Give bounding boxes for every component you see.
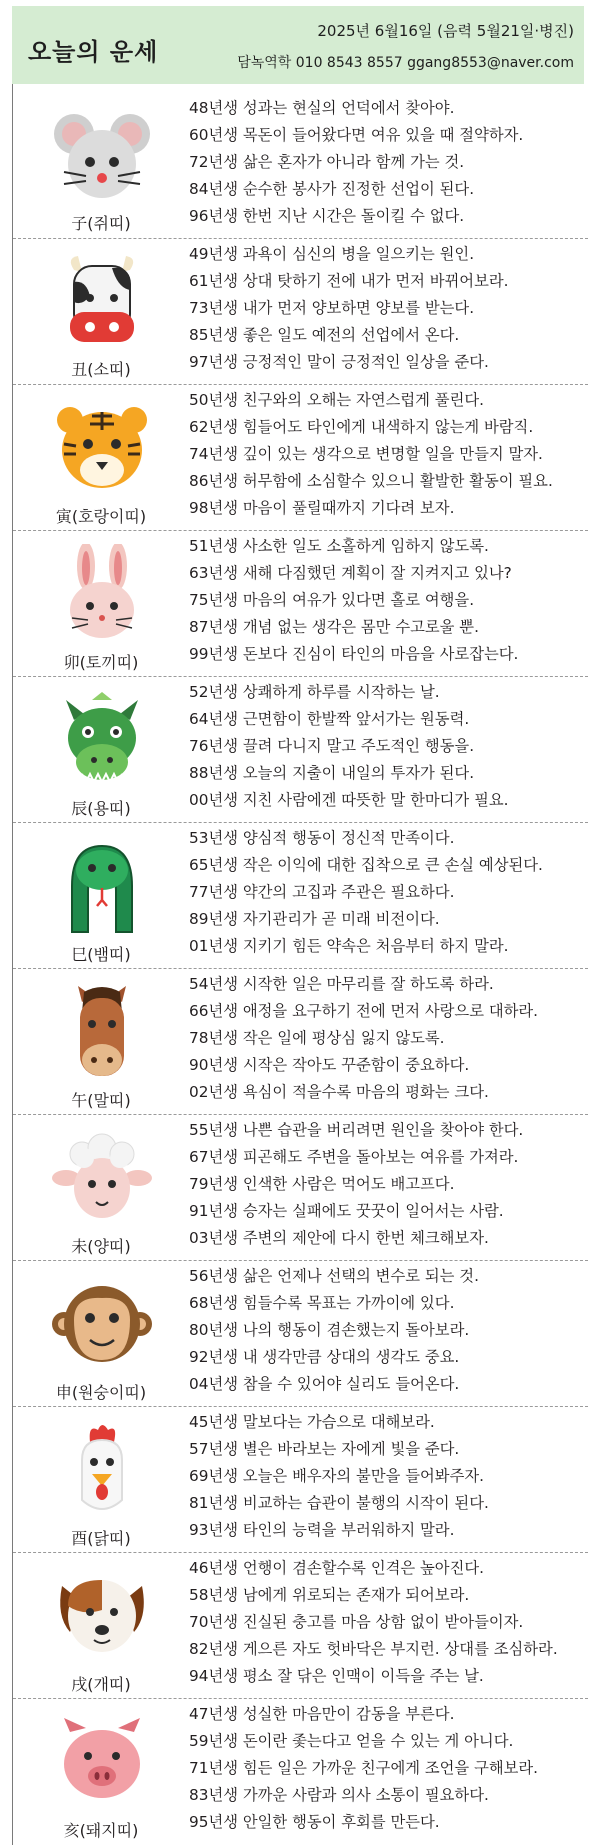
dragon-icon: [52, 690, 152, 790]
zodiac-label-ox: 丑(소띠): [71, 360, 131, 379]
fortune-line: 92년생 내 생각만큼 상대의 생각도 중요.: [189, 1348, 460, 1366]
fortune-line: 02년생 욕심이 적을수록 마음의 평화는 크다.: [189, 1083, 489, 1101]
fortune-lines-tiger: [189, 387, 553, 522]
section-divider: [13, 384, 588, 385]
fortune-line: 74년생 깊이 있는 생각으로 변명할 일을 만들지 말자.: [189, 445, 543, 463]
fortune-line: 81년생 비교하는 습관이 불행의 시작이 된다.: [189, 1494, 489, 1512]
fortune-line: 60년생 목돈이 들어왔다면 여유 있을 때 절약하자.: [189, 126, 524, 144]
fortune-line: 84년생 순수한 봉사가 진정한 선업이 된다.: [189, 180, 475, 198]
fortune-line: 54년생 시작한 일은 마무리를 잘 하도록 하라.: [189, 975, 494, 993]
fortune-lines-dog: [189, 1555, 558, 1690]
fortune-line: 76년생 끌려 다니지 말고 주도적인 행동을.: [189, 737, 475, 755]
horse-icon: [52, 982, 152, 1082]
fortune-line: 75년생 마음의 여유가 있다면 홀로 여행을.: [189, 591, 475, 609]
zodiac-label-rabbit: 卯(토끼띠): [63, 653, 139, 672]
fortune-line: 78년생 작은 일에 평상심 잃지 않도록.: [189, 1029, 445, 1047]
fortune-line: 52년생 상쾌하게 하루를 시작하는 날.: [189, 683, 440, 701]
fortune-line: 79년생 인색한 사람은 먹어도 배고프다.: [189, 1175, 455, 1193]
fortune-lines-rabbit: [189, 533, 518, 668]
fortune-line: 69년생 오늘은 배우자의 불만을 들어봐주자.: [189, 1467, 484, 1485]
fortune-line: 72년생 삶은 혼자가 아니라 함께 가는 것.: [189, 153, 465, 171]
fortune-line: 96년생 한번 지난 시간은 돌이킬 수 없다.: [189, 207, 465, 225]
fortune-line: 51년생 사소한 일도 소홀하게 임하지 않도록.: [189, 537, 489, 555]
fortune-line: 55년생 나쁜 습관을 버리려면 원인을 찾아야 한다.: [189, 1121, 524, 1139]
section-divider: [13, 968, 588, 969]
rooster-icon: [52, 1420, 152, 1520]
fortune-line: 90년생 시작은 작아도 꾸준함이 중요하다.: [189, 1056, 470, 1074]
fortune-line: 85년생 좋은 일도 예전의 선업에서 온다.: [189, 326, 460, 344]
ox-icon: [52, 252, 152, 352]
fortune-lines-dragon: [189, 679, 509, 814]
fortune-line: 57년생 별은 바라보는 자에게 빛을 준다.: [189, 1440, 460, 1458]
fortune-lines-rooster: [189, 1409, 489, 1544]
fortune-line: 70년생 진실된 충고를 마음 상함 없이 받아들이자.: [189, 1613, 524, 1631]
fortune-line: 62년생 힘들어도 타인에게 내색하지 않는게 바람직.: [189, 418, 534, 436]
fortune-lines-sheep: [189, 1117, 523, 1252]
fortune-line: 01년생 지키기 힘든 약속은 처음부터 하지 말라.: [189, 937, 509, 955]
fortune-line: 87년생 개념 없는 생각은 몸만 수고로울 뿐.: [189, 618, 479, 636]
fortune-lines-snake: [189, 825, 543, 960]
section-divider: [13, 822, 588, 823]
fortune-line: 50년생 친구와의 오해는 자연스럽게 풀린다.: [189, 391, 484, 409]
monkey-icon: [52, 1274, 152, 1374]
fortune-line: 80년생 나의 행동이 겸손했는지 돌아보라.: [189, 1321, 470, 1339]
fortune-line: 00년생 지친 사람에겐 따뜻한 말 한마디가 필요.: [189, 791, 509, 809]
fortune-line: 47년생 성실한 마음만이 감동을 부른다.: [189, 1705, 455, 1723]
fortune-line: 73년생 내가 먼저 양보하면 양보를 받는다.: [189, 299, 475, 317]
fortune-lines-pig: [189, 1701, 538, 1836]
zodiac-label-sheep: 未(양띠): [71, 1237, 131, 1256]
fortune-line: 56년생 삶은 언제나 선택의 변수로 되는 것.: [189, 1267, 479, 1285]
fortune-lines-ox: [189, 241, 509, 376]
fortune-line: 83년생 가까운 사람과 의사 소통이 필요하다.: [189, 1786, 489, 1804]
fortune-line: 63년생 새해 다짐했던 계획이 잘 지켜지고 있나?: [189, 564, 512, 582]
fortune-line: 98년생 마음이 풀릴때까지 기다려 보자.: [189, 499, 455, 517]
fortune-line: 04년생 참을 수 있어야 실리도 들어온다.: [189, 1375, 460, 1393]
zodiac-label-tiger: 寅(호랑이띠): [55, 507, 147, 526]
fortune-line: 53년생 양심적 행동이 정신적 만족이다.: [189, 829, 455, 847]
fortune-line: 49년생 과욕이 심신의 병을 일으키는 원인.: [189, 245, 475, 263]
zodiac-label-pig: 亥(돼지띠): [63, 1821, 139, 1840]
fortune-line: 66년생 애정을 요구하기 전에 먼저 사랑으로 대하라.: [189, 1002, 539, 1020]
header-bar: [12, 6, 584, 84]
fortune-line: 94년생 평소 잘 닦은 인맥이 이득을 주는 날.: [189, 1667, 484, 1685]
fortune-line: 64년생 근면함이 한발짝 앞서가는 원동력.: [189, 710, 470, 728]
date-line: 2025년 6월16일 (음력 5월21일·병진): [317, 22, 574, 40]
fortune-line: 58년생 남에게 위로되는 존재가 되어보라.: [189, 1586, 470, 1604]
fortune-line: 77년생 약간의 고집과 주관은 필요하다.: [189, 883, 455, 901]
fortune-lines-rat: [189, 95, 523, 230]
fortune-line: 82년생 게으른 자도 헛바닥은 부지런. 상대를 조심하라.: [189, 1640, 558, 1658]
section-divider: [13, 1552, 588, 1553]
section-divider: [13, 1698, 588, 1699]
section-divider: [13, 530, 588, 531]
fortune-line: 61년생 상대 탓하기 전에 내가 먼저 바뀌어보라.: [189, 272, 509, 290]
fortune-line: 95년생 안일한 행동이 후회를 만든다.: [189, 1813, 440, 1831]
zodiac-label-snake: 巳(뱀띠): [71, 945, 131, 964]
fortune-line: 89년생 자기관리가 곧 미래 비전이다.: [189, 910, 440, 928]
section-divider: [13, 238, 588, 239]
fortune-line: 68년생 힘들수록 목표는 가까이에 있다.: [189, 1294, 455, 1312]
fortune-line: 93년생 타인의 능력을 부러워하지 말라.: [189, 1521, 455, 1539]
fortune-line: 88년생 오늘의 지출이 내일의 투자가 된다.: [189, 764, 475, 782]
zodiac-label-rooster: 酉(닭띠): [71, 1529, 131, 1548]
fortune-line: 65년생 작은 이익에 대한 집착으로 큰 손실 예상된다.: [189, 856, 543, 874]
rat-icon: [52, 106, 152, 206]
fortune-line: 71년생 힘든 일은 가까운 친구에게 조언을 구해보라.: [189, 1759, 539, 1777]
contact-line: 담녹역학 010 8543 8557 ggang8553@naver.com: [237, 55, 574, 71]
zodiac-label-rat: 子(쥐띠): [71, 214, 131, 233]
fortune-line: 45년생 말보다는 가슴으로 대해보라.: [189, 1413, 435, 1431]
fortune-line: 86년생 허무함에 소심할수 있으니 활발한 활동이 필요.: [189, 472, 553, 490]
fortune-line: 97년생 긍정적인 말이 긍정적인 일상을 준다.: [189, 353, 489, 371]
section-divider: [13, 1114, 588, 1115]
fortune-line: 46년생 언행이 겸손할수록 인격은 높아진다.: [189, 1559, 484, 1577]
dog-icon: [52, 1566, 152, 1666]
snake-icon: [52, 836, 152, 936]
zodiac-label-dog: 戌(개띠): [71, 1675, 131, 1694]
zodiac-label-dragon: 辰(용띠): [71, 799, 131, 818]
pig-icon: [52, 1712, 152, 1812]
fortune-line: 03년생 주변의 제안에 다시 한번 체크해보자.: [189, 1229, 489, 1247]
fortune-lines-horse: [189, 971, 538, 1106]
section-divider: [13, 1406, 588, 1407]
section-divider: [13, 676, 588, 677]
zodiac-label-monkey: 申(원숭이띠): [55, 1383, 147, 1402]
fortune-line: 91년생 승자는 실패에도 꿋꿋이 일어서는 사람.: [189, 1202, 504, 1220]
zodiac-label-horse: 午(말띠): [71, 1091, 131, 1110]
fortune-line: 48년생 성과는 현실의 언덕에서 찾아야.: [189, 99, 455, 117]
fortune-line: 59년생 돈이란 좇는다고 얻을 수 있는 게 아니다.: [189, 1732, 514, 1750]
fortune-line: 99년생 돈보다 진심이 타인의 마음을 사로잡는다.: [189, 645, 519, 663]
fortune-line: 67년생 피곤해도 주변을 돌아보는 여유를 가져라.: [189, 1148, 519, 1166]
sheep-icon: [52, 1128, 152, 1228]
page-title: 오늘의 운세: [28, 38, 159, 66]
rabbit-icon: [52, 544, 152, 644]
fortune-lines-monkey: [189, 1263, 479, 1398]
tiger-icon: [52, 398, 152, 498]
section-divider: [13, 1260, 588, 1261]
